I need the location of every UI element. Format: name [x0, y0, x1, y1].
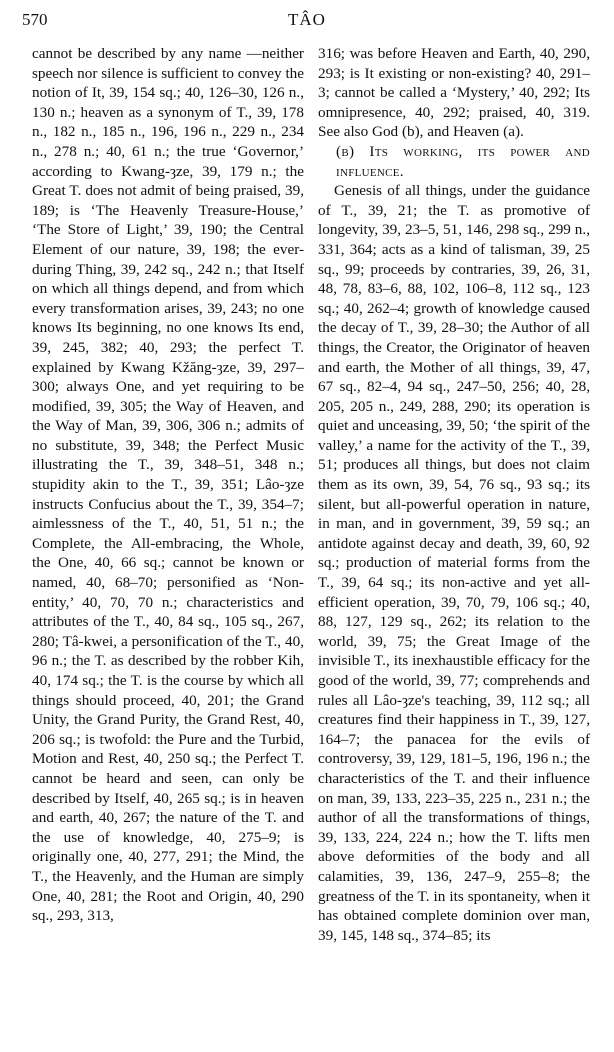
index-entry-continuation: 316; was before Heaven and Earth, 40, 290, 293; is It existing or non-existing? 40, 291–3; cannot be called a ‘Mystery,’ 40, 292; Its omnipresence, 40, 292; praised, 40, 319. See also God (b), and Heaven (a).: [318, 45, 590, 141]
running-title: TÂO: [288, 10, 326, 29]
page-header: [0, 10, 614, 36]
left-column: [32, 44, 304, 926]
page-number: 570: [22, 10, 48, 29]
right-column: [318, 44, 590, 945]
index-entry-text: cannot be described by any name —neither speech nor silence is sufficient to convey the notion of It, 39, 154 sq.; 40, 126–30, 126 n., 130 n.; heaven as a synonym of T., 39, 178 n., 182 n., 185 n., 196, 196 n., 229 n., 234 n., 278 n.; 40, 61 n.; the true ‘Governor,’ according to Kwang-ȝze, 39, 179 n.; the Great T. does not admit of being praised, 39, 189; is ‘The Heavenly Treasure-House,’ ‘The Store of Light,’ 39, 190; the Central Element of our nature, 39, 198; the ever-during Thing, 39, 242 sq., 242 n.; that Itself on which all things depend, and from which every transformation arises, 39, 243; no one knows Its beginning, no one knows Its end, 39, 245, 382; 40, 293; the perfect T. explained by Kwang Kžăng-ȝze, 39, 297–300; always One, and yet requiring to be modified, 39, 305; the Way of Heaven, and the Way of Man, 39, 306, 306 n.; admits of no substitute, 39, 348; the Perfect Music illustrating the T., 39, 348–51, 348 n.; stupidity akin to the T., 39, 351; Lâo-ȝze instructs Confucius about the T., 39, 354–7; aimlessness of the T., 40, 51, 51 n.; the Complete, the All-embracing, the Whole, the One, 40, 66 sq.; cannot be known or named, 40, 68–70; personified as ‘Non-entity,’ 40, 70, 70 n.; characteristics and attributes of the T., 40, 84 sq., 105 sq., 267, 280; Tâ-kwei, a personification of the T., 40, 96 n.; the T. as described by the robber Kih, 40, 174 sq.; the T. is the course by which all things should proceed, 40, 201; the Grand Unity, the Grand Purity, the Grand Rest, 40, 206 sq.; is twofold: the Pure and the Turbid, Motion and Rest, 40, 250 sq.; the Perfect T. cannot be heard and seen, can only be described by Itself, 40, 265 sq.; is in heaven and earth, 40, 267; the nature of the T. and the use of knowledge, 40, 275–9; is originally one, 40, 277, 291; the Mind, the T., the Heavenly, and the Human are simply One, 40, 281; the Root and Origin, 40, 290 sq., 293, 313,: [32, 45, 304, 925]
index-entry-text: Genesis of all things, under the guidance of T., 39, 21; the T. as promotive of longevity, 39, 23–5, 51, 146, 298 sq., 299 n., 331, 364; acts as a kind of talisman, 39, 25 sq., 99; proceeds by contraries, 39, 26, 31, 48, 78, 83–6, 88, 102, 106–8, 112 sq., 123 sq.; 40, 262–4; growth of knowledge caused the decay of T., 39, 28–30; the Author of all things, the Creator, the Originator of heaven and earth, the Mother of all things, 39, 47, 67 sq., 82–4, 94 sq., 247–50, 256; 40, 28, 205, 205 n., 249, 288, 290; its operation is quiet and unceasing, 39, 50; ‘the spirit of the valley,’ a name for the activity of the T., 39, 51; produces all things, but does not claim them as its own, 39, 54, 76 sq., 93 sq.; its silent, but all-powerful operation in nature, in man, and in government, 39, 59 sq.; an antidote against decay and death, 39, 60, 92 sq.; production of material forms from the T., 39, 64 sq.; its non-active and yet all-efficient operation, 39, 70, 79, 106 sq.; 40, 88, 127, 129 sq., 262; its relation to the world, 39, 75; the Great Image of the invisible T., its inexhaustible efficacy for the good of the world, 39, 77; comprehends and rules all Lâo-ȝze's teaching, 39, 112 sq.; all creatures find their happiness in T., 39, 127, 164–7; the panacea for the evils of controversy, 39, 129, 181–5, 196, 196 n.; the characteristics of the T. and their influence on man, 39, 133, 223–35, 225 n., 231 n.; the author of all the transformations of things, 39, 133, 224, 224 n.; how the T. lifts men above deformities of the body and all calamities, 39, 136, 247–9, 255–8; the greatness of the T. in its spontaneity, when it has obtained complete dominion over man, 39, 145, 148 sq., 374–85; its: [318, 182, 590, 944]
section-heading: (b) Its working, its power and influence.: [336, 142, 590, 180]
